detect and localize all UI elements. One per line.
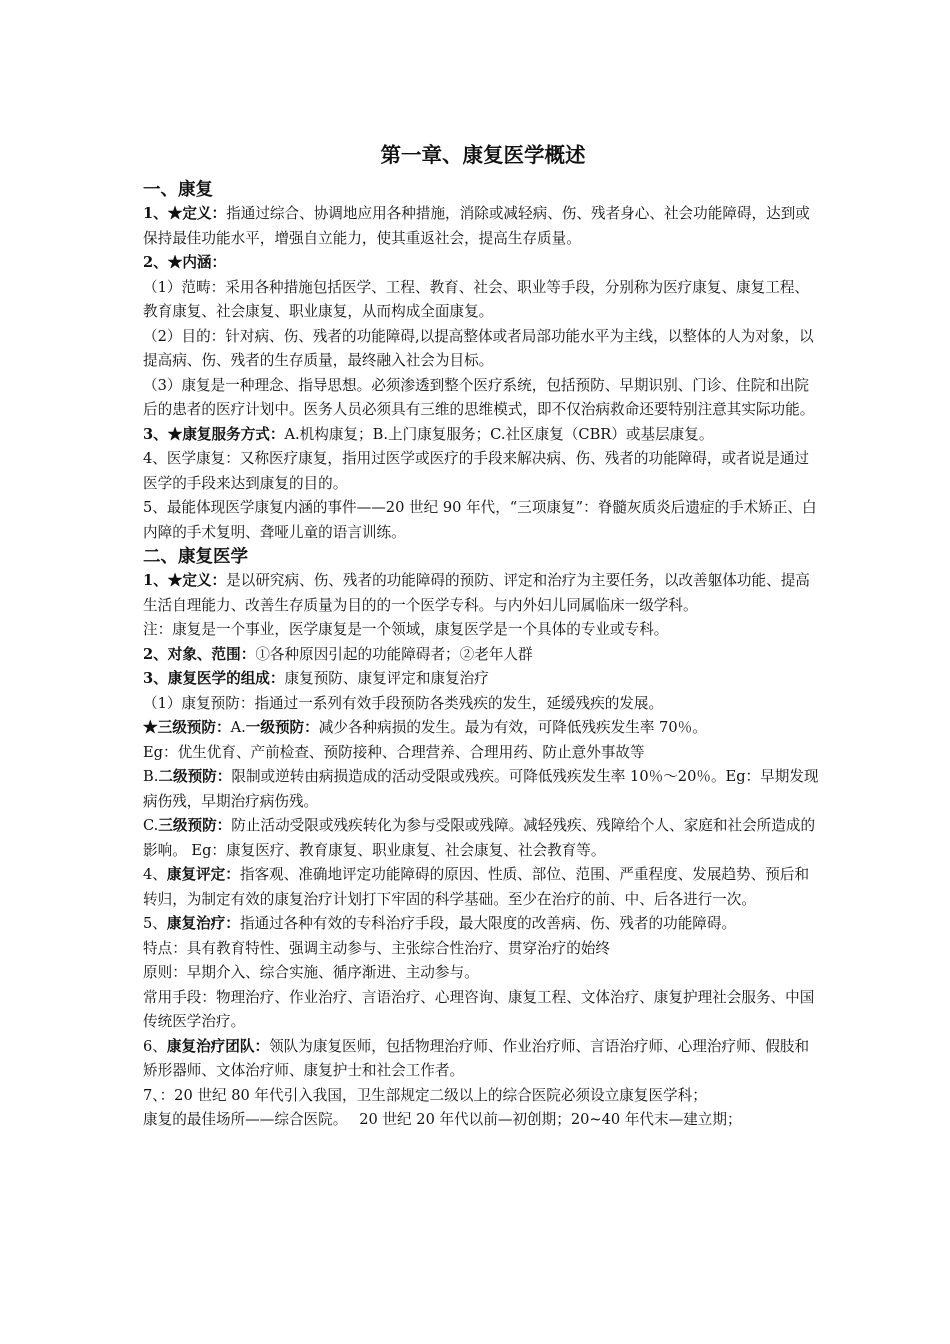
bold-lead: 一级预防： — [245, 719, 319, 736]
paragraph-text: A.机构康复；B.上门康复服务；C.社区康复（CBR）或基层康复。 — [284, 425, 714, 443]
paragraph — [143, 863, 823, 912]
paragraph: （2）目的：针对病、伤、残者的功能障碍,以提高整体或者局部功能水平为主线，以整体的人为对象，以提高病、伤、残者的生存质量，最终融入社会为目标。 — [143, 327, 814, 369]
section-heading-rehabilitation: 一、康复 — [143, 180, 213, 200]
bold-lead: 康复治疗： — [166, 915, 240, 932]
paragraph-text: 减少各种病损的发生。最为有效，可降低残疾发生率 70％。 — [318, 719, 707, 736]
document-page — [143, 140, 823, 1133]
paragraph: 5、最能体现医学康复内涵的事件——20 世纪 90 年代，“三项康复”：脊髓灰质炎后遗症的手术矫正、白内障的手术复明、聋哑儿童的语言训练。 — [143, 499, 817, 541]
paragraph-text: 指通过各种有效的专科治疗手段，最大限度的改善病、伤、残者的功能障碍。 — [239, 915, 737, 932]
paragraph: （1）康复预防：指通过一系列有效手段预防各类残疾的发生，延缓残疾的发展。 — [143, 694, 664, 712]
bold-lead: 3、★康复服务方式： — [143, 425, 285, 443]
paragraph: 康复的最佳场所——综合医院。 20 世纪 20 年代以前—初创期；20~40 年代末—建立期； — [143, 1111, 742, 1128]
bold-lead: ★三级预防： — [143, 719, 231, 736]
paragraph — [143, 251, 823, 276]
paragraph-text: ①各种原因引起的功能障碍者；②老年人群 — [255, 645, 533, 663]
paragraph: 7、：20 世纪 80 年代引入我国，卫生部规定二级以上的综合医院必须设立康复医学科； — [143, 1086, 707, 1104]
paragraph — [143, 716, 823, 741]
paragraph — [143, 912, 823, 937]
paragraph-text: 领队为康复医师，包括物理治疗师、作业治疗师、言语治疗师、心理治疗师、假肢和矫形器师、文体治疗师、康复护士和社会工作者。 — [143, 1037, 810, 1079]
paragraph — [143, 667, 823, 692]
paragraph — [143, 765, 823, 814]
bold-lead: 3、康复医学的组成： — [143, 670, 285, 687]
bold-lead: 三级预防： — [158, 817, 232, 834]
bold-lead: 康复治疗团队： — [166, 1037, 270, 1055]
page-title: 第一章、康复医学概述 — [380, 143, 586, 167]
prefix: C. — [143, 817, 159, 834]
paragraph — [143, 814, 823, 863]
paragraph — [143, 423, 823, 448]
paragraph — [143, 643, 823, 668]
paragraph — [143, 1035, 823, 1084]
paragraph: Eg：优生优育、产前检查、预防接种、合理营养、合理用药、防止意外事故等 — [143, 743, 645, 761]
paragraph: 4、医学康复：又称医疗康复，指用过医学或医疗的手段来解决病、伤、残者的功能障碍，或者说是通过医学的手段来达到康复的目的。 — [143, 450, 810, 492]
section-heading-rehabilitation-medicine: 二、康复医学 — [143, 547, 248, 567]
bold-lead: 1、★定义： — [143, 205, 227, 222]
paragraph: （3）康复是一种理念、指导思想。必须渗透到整个医疗系统，包括预防、早期识别、门诊、住院和出院后的患者的医疗计划中。医务人员必须具有三维的思维模式，即不仅治病救命还要特别注意其实际功能。 — [143, 376, 815, 418]
paragraph-text: 指客观、准确地评定功能障碍的原因、性质、部位、范围、严重程度、发展趋势、预后和转归，为制定有效的康复治疗计划打下牢固的科学基础。至少在治疗的前、中、后各进行一次。 — [143, 866, 810, 908]
paragraph: 常用手段：物理治疗、作业治疗、言语治疗、心理咨询、康复工程、文体治疗、康复护理社会服务、中国传统医学治疗。 — [143, 988, 815, 1030]
paragraph-text: 防止活动受限或残疾转化为参与受限或残障。减轻残疾、残障给个人、家庭和社会所造成的影响。 Eg：康复医疗、教育康复、职业康复、社会康复、社会教育等。 — [143, 817, 816, 859]
paragraph-text: 限制或逆转由病损造成的活动受限或残疾。可降低残疾发生率 10％～20％。Eg：早期发现病伤残，早期治疗病伤残。 — [143, 768, 819, 810]
paragraph: 特点：具有教育特性、强调主动参与、主张综合性治疗、贯穿治疗的始终 — [143, 939, 611, 957]
prefix: 6、 — [143, 1037, 167, 1055]
paragraph — [143, 569, 823, 618]
bold-lead: 康复评定： — [166, 866, 240, 883]
bold-lead: 2、对象、范围： — [143, 645, 256, 663]
paragraph-text: 康复预防、康复评定和康复治疗 — [284, 670, 489, 687]
prefix: 5、 — [143, 915, 167, 932]
prefix: B. — [143, 768, 159, 785]
bold-lead: 2、★内涵： — [143, 254, 227, 271]
paragraph-text: 指通过综合、协调地应用各种措施，消除或减轻病、伤、残者身心、社会功能障碍，达到或保持最佳功能水平，增强自立能力，使其重返社会，提高生存质量。 — [143, 205, 810, 247]
paragraph-text: 是以研究病、伤、残者的功能障碍的预防、评定和治疗为主要任务，以改善躯体功能、提高生活自理能力、改善生存质量为目的的一个医学专科。与内外妇儿同属临床一级学科。 — [143, 572, 810, 614]
paragraph: （1）范畴：采用各种措施包括医学、工程、教育、社会、职业等手段，分别称为医疗康复、康复工程、教育康复、社会康复、职业康复，从而构成全面康复。 — [143, 278, 810, 320]
paragraph: 注：康复是一个事业，医学康复是一个领域，康复医学是一个具体的专业或专科。 — [143, 621, 669, 638]
prefix: 4、 — [143, 866, 167, 883]
paragraph: 原则：早期介入、综合实施、循序渐进、主动参与。 — [143, 964, 479, 981]
paragraph — [143, 202, 823, 251]
bold-lead: 1、★定义： — [143, 572, 227, 589]
prefix: A. — [230, 719, 246, 736]
bold-lead: 二级预防： — [158, 768, 232, 785]
